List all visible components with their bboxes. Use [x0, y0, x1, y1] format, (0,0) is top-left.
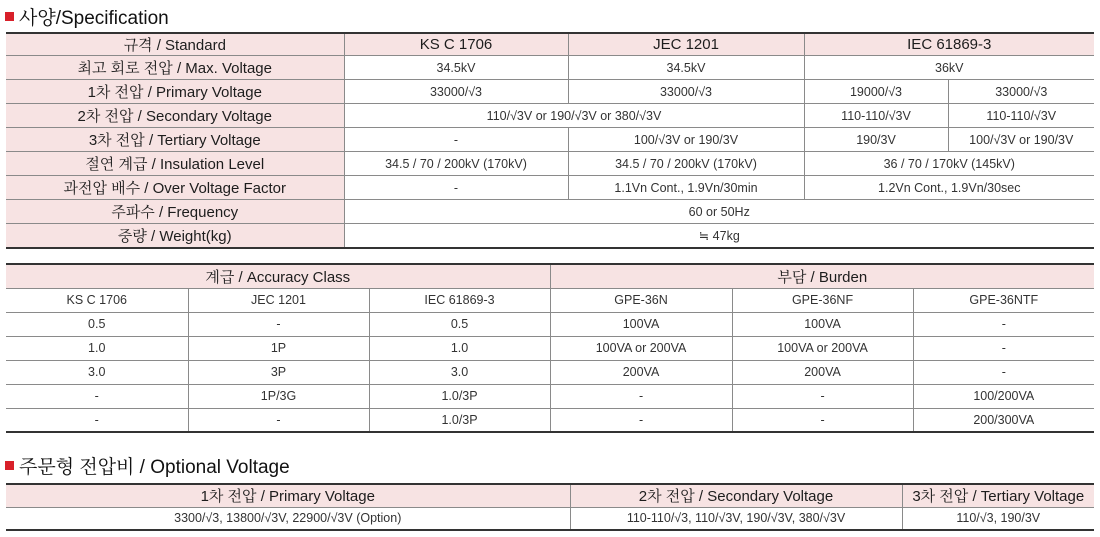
- header-tertiary: 3차 전압 / Tertiary Voltage: [902, 484, 1094, 507]
- col-gpe-36ntf: GPE-36NTF: [913, 288, 1094, 312]
- accuracy-header-row: [6, 264, 1094, 288]
- cell-all: 60 or 50Hz: [344, 200, 1094, 224]
- red-square-bullet-icon: [5, 12, 14, 21]
- row-insulation-level: [6, 152, 1094, 176]
- cell: 200/300VA: [913, 408, 1094, 432]
- cell: -: [913, 360, 1094, 384]
- cell-jec: 1.1Vn Cont., 1.9Vn/30min: [568, 176, 804, 200]
- header-standard: 규격 / Standard: [6, 33, 344, 56]
- cell: 1.0/3P: [369, 384, 550, 408]
- cell-iec-a: 19000/√3: [804, 80, 948, 104]
- cell: 1P/3G: [188, 384, 369, 408]
- cell: 100VA or 200VA: [732, 336, 913, 360]
- col-gpe-36nf: GPE-36NF: [732, 288, 913, 312]
- cell: 0.5: [369, 312, 550, 336]
- cell-ks: -: [344, 128, 568, 152]
- cell: -: [732, 384, 913, 408]
- cell: 1.0/3P: [369, 408, 550, 432]
- cell-secondary: 110-110/√3, 110/√3V, 190/√3V, 380/√3V: [570, 507, 902, 530]
- optional-title-text: 주문형 전압비 / Optional Voltage: [19, 456, 290, 478]
- cell-ks: -: [344, 176, 568, 200]
- cell-iec-b: 33000/√3: [948, 80, 1094, 104]
- burden-header: 부담 / Burden: [550, 264, 1094, 288]
- cell-jec: 33000/√3: [568, 80, 804, 104]
- cell-ks-jec: 110/√3V or 190/√3V or 380/√3V: [344, 104, 804, 128]
- accuracy-class-header: 계급 / Accuracy Class: [6, 264, 550, 288]
- table-row: [6, 408, 1094, 432]
- row-label: 최고 회로 전압 / Max. Voltage: [6, 56, 344, 80]
- cell: -: [732, 408, 913, 432]
- cell: 3.0: [369, 360, 550, 384]
- cell: 0.5: [6, 312, 188, 336]
- cell: 1P: [188, 336, 369, 360]
- row-label: 3차 전압 / Tertiary Voltage: [6, 128, 344, 152]
- cell-iec-a: 190/3V: [804, 128, 948, 152]
- cell: 200VA: [732, 360, 913, 384]
- optional-section-title: [5, 452, 290, 478]
- cell: 1.0: [6, 336, 188, 360]
- header-ks: KS C 1706: [344, 33, 568, 56]
- spec-header-row: [6, 33, 1094, 56]
- cell: 100VA: [550, 312, 732, 336]
- header-iec: IEC 61869-3: [804, 33, 1094, 56]
- row-frequency: [6, 200, 1094, 224]
- row-primary-voltage: [6, 80, 1094, 104]
- cell: -: [913, 336, 1094, 360]
- cell: 1.0: [369, 336, 550, 360]
- table-row: [6, 360, 1094, 384]
- table-row: [6, 336, 1094, 360]
- cell-primary: 3300/√3, 13800/√3V, 22900/√3V (Option): [6, 507, 570, 530]
- row-tertiary-voltage: [6, 128, 1094, 152]
- cell-iec-a: 110-110/√3V: [804, 104, 948, 128]
- cell-jec: 100/√3V or 190/3V: [568, 128, 804, 152]
- cell: -: [188, 408, 369, 432]
- table-row: [6, 384, 1094, 408]
- cell-iec: 36kV: [804, 56, 1094, 80]
- optional-voltage-table: [6, 483, 1094, 531]
- col-ks: KS C 1706: [6, 288, 188, 312]
- cell-iec-b: 110-110/√3V: [948, 104, 1094, 128]
- cell: -: [913, 312, 1094, 336]
- cell-iec: 1.2Vn Cont., 1.9Vn/30sec: [804, 176, 1094, 200]
- row-over-voltage-factor: [6, 176, 1094, 200]
- row-label: 중량 / Weight(kg): [6, 224, 344, 248]
- row-label: 2차 전압 / Secondary Voltage: [6, 104, 344, 128]
- cell-iec: 36 / 70 / 170kV (145kV): [804, 152, 1094, 176]
- spec-section-title: [5, 3, 169, 29]
- cell-iec-b: 100/√3V or 190/3V: [948, 128, 1094, 152]
- col-jec: JEC 1201: [188, 288, 369, 312]
- col-gpe-36n: GPE-36N: [550, 288, 732, 312]
- spec-table: [6, 32, 1094, 249]
- cell: 200VA: [550, 360, 732, 384]
- optional-header-row: [6, 484, 1094, 507]
- accuracy-table: [6, 263, 1094, 433]
- cell: 100VA: [732, 312, 913, 336]
- cell: -: [550, 408, 732, 432]
- cell: -: [6, 384, 188, 408]
- row-label: 주파수 / Frequency: [6, 200, 344, 224]
- row-weight: [6, 224, 1094, 248]
- spec-title-text: 사양/Specification: [19, 7, 169, 29]
- cell-jec: 34.5kV: [568, 56, 804, 80]
- cell-jec: 34.5 / 70 / 200kV (170kV): [568, 152, 804, 176]
- cell: -: [550, 384, 732, 408]
- optional-values-row: [6, 507, 1094, 530]
- row-label: 절연 계급 / Insulation Level: [6, 152, 344, 176]
- cell-tertiary: 110/√3, 190/3V: [902, 507, 1094, 530]
- accuracy-subheader-row: [6, 288, 1094, 312]
- cell: 3.0: [6, 360, 188, 384]
- cell-ks: 34.5 / 70 / 200kV (170kV): [344, 152, 568, 176]
- cell-all: ≒ 47kg: [344, 224, 1094, 248]
- col-iec: IEC 61869-3: [369, 288, 550, 312]
- cell-ks: 33000/√3: [344, 80, 568, 104]
- red-square-bullet-icon: [5, 461, 14, 470]
- cell-ks: 34.5kV: [344, 56, 568, 80]
- cell: 100/200VA: [913, 384, 1094, 408]
- cell: 3P: [188, 360, 369, 384]
- cell: -: [6, 408, 188, 432]
- row-label: 1차 전압 / Primary Voltage: [6, 80, 344, 104]
- cell: 100VA or 200VA: [550, 336, 732, 360]
- table-row: [6, 312, 1094, 336]
- cell: -: [188, 312, 369, 336]
- row-label: 과전압 배수 / Over Voltage Factor: [6, 176, 344, 200]
- header-jec: JEC 1201: [568, 33, 804, 56]
- header-primary: 1차 전압 / Primary Voltage: [6, 484, 570, 507]
- row-max-voltage: [6, 56, 1094, 80]
- header-secondary: 2차 전압 / Secondary Voltage: [570, 484, 902, 507]
- row-secondary-voltage: [6, 104, 1094, 128]
